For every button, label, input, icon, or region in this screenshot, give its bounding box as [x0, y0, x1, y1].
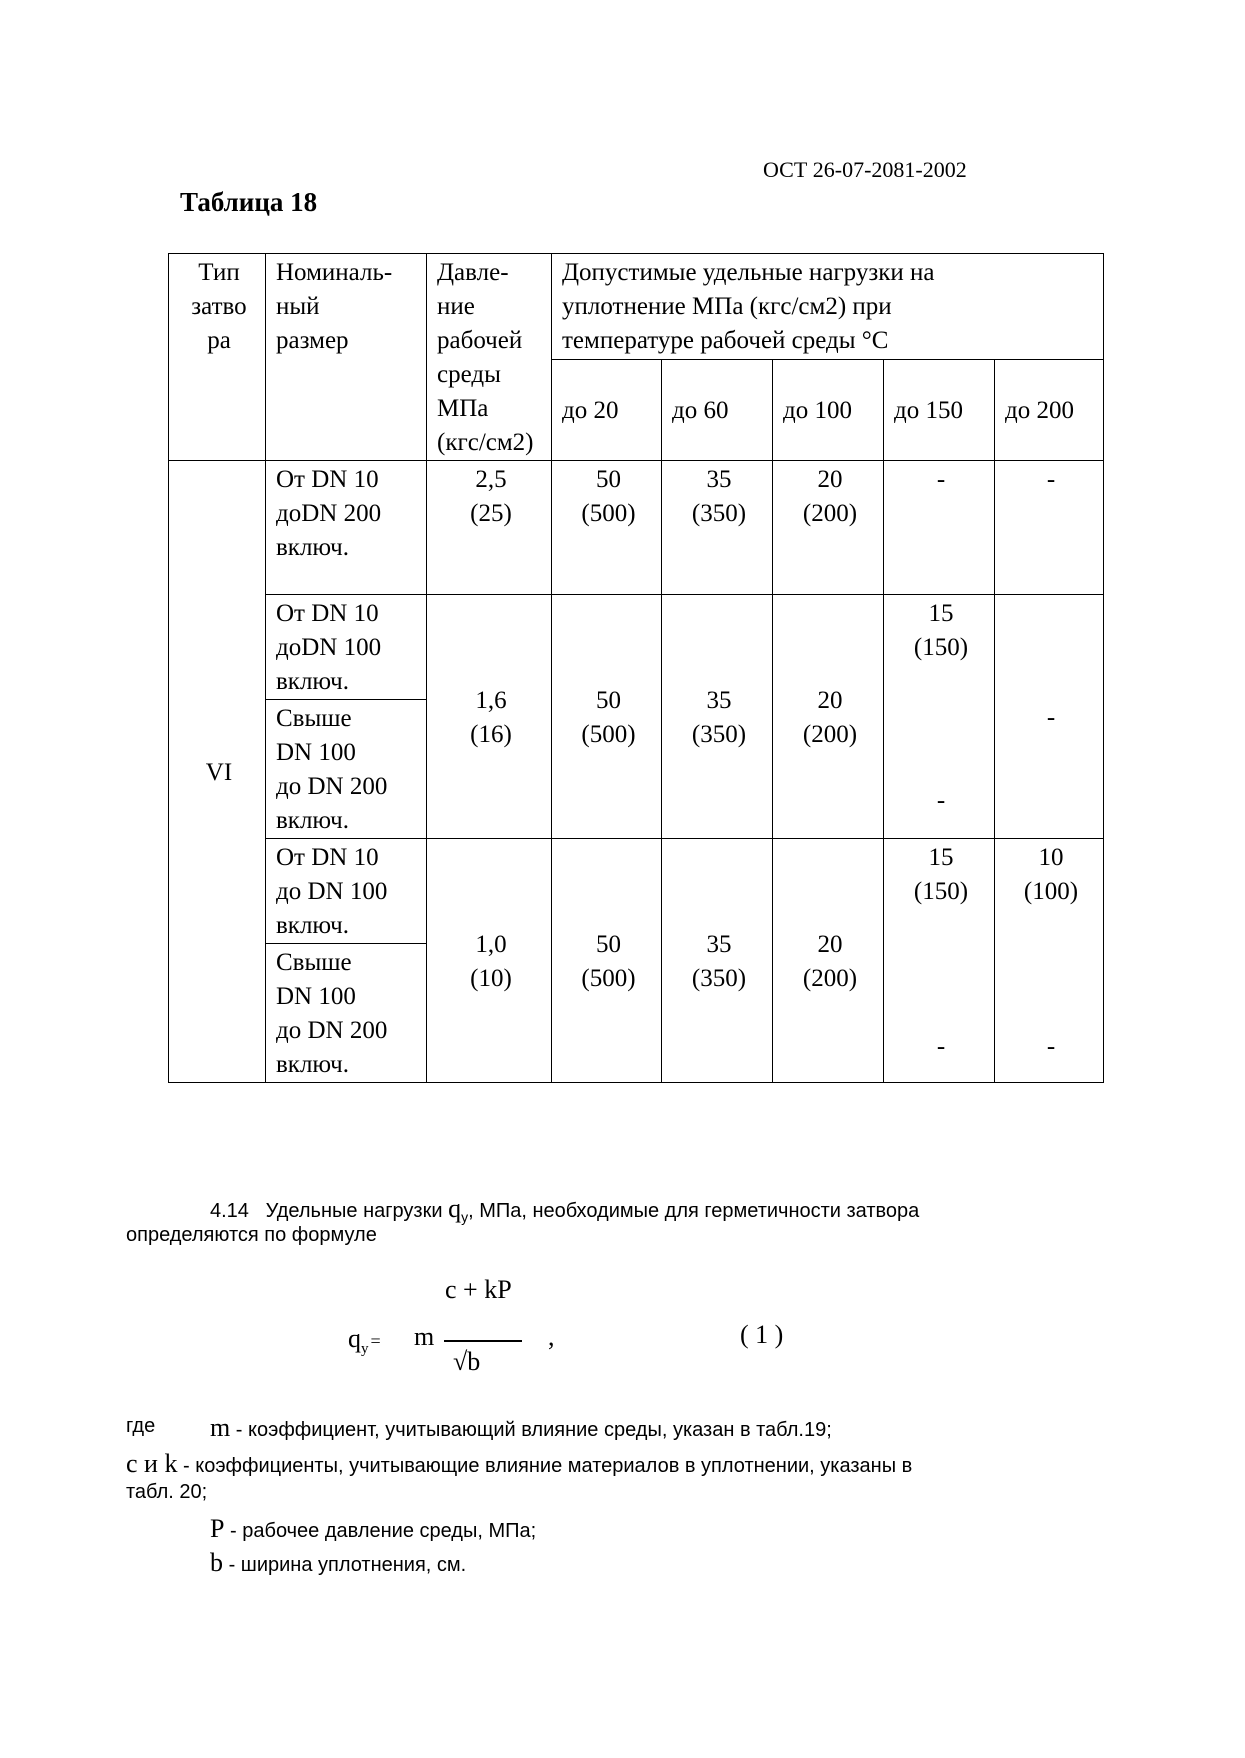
table-row [169, 461, 1104, 595]
type-cell: VI [169, 461, 266, 1083]
legend-symbol: P [210, 1514, 225, 1543]
size-cell: Свыше DN 100 до DN 200 включ. [266, 944, 427, 1083]
header-size: Номиналь- ный размер [266, 254, 427, 461]
paragraph-text: Удельные нагрузки [265, 1200, 443, 1222]
legend-where: где [126, 1415, 156, 1437]
legend-m [210, 1413, 832, 1443]
legend-ck [126, 1449, 912, 1479]
header-temp-20: до 20 [552, 360, 662, 461]
legend-text: - коэффициент, учитывающий влияние среды, указан в табл.19; [235, 1419, 832, 1441]
fraction-bar [444, 1340, 522, 1342]
pressure-cell: 1,0 (10) [427, 839, 552, 1083]
header-temp-60: до 60 [662, 360, 773, 461]
size-cell: От DN 10 доDN 200 включ. [266, 461, 427, 595]
formula-m: m [414, 1322, 435, 1351]
size-cell: От DN 10 доDN 100 включ. [266, 595, 427, 700]
formula-equals: = [370, 1331, 381, 1351]
formula-lhs: q [348, 1324, 361, 1353]
q-subscript: у [461, 1209, 469, 1225]
formula-comma: , [548, 1322, 555, 1351]
size-cell: От DN 10 до DN 100 включ. [266, 839, 427, 944]
value-cell: - [884, 944, 995, 1083]
value-cell: 20 (200) [773, 461, 884, 595]
header-temp-200: до 200 [995, 360, 1104, 461]
paragraph-4-14 [210, 1194, 919, 1225]
legend-text: - коэффициенты, учитывающие влияние материалов в уплотнении, указаны в [183, 1455, 913, 1477]
header-temp-100: до 100 [773, 360, 884, 461]
formula-lhs-subscript: у [361, 1341, 369, 1358]
header-type: Тип затво ра [169, 254, 266, 461]
legend-symbol: b [210, 1548, 223, 1577]
value-cell: 10 (100) [995, 839, 1104, 944]
value-cell: 35 (350) [662, 461, 773, 595]
pressure-cell: 1,6 (16) [427, 595, 552, 839]
value-cell: 15 (150) [884, 839, 995, 944]
value-cell: 50 (500) [552, 595, 662, 839]
header-pressure: Давле- ние рабочей среды МПа (кгс/см2) [427, 254, 552, 461]
formula-numerator: c + kP [445, 1275, 512, 1304]
value-cell: 15 (150) [884, 595, 995, 700]
table-title: Таблица 18 [180, 187, 318, 217]
legend-symbol: c и k [126, 1449, 178, 1478]
pressure-cell: 2,5 (25) [427, 461, 552, 595]
value-cell: 50 (500) [552, 461, 662, 595]
table-row [169, 839, 1104, 944]
legend-ck-line2: табл. 20; [126, 1481, 208, 1503]
load-table [168, 253, 1104, 1083]
document-code: ОСТ 26-07-2081-2002 [763, 157, 967, 182]
formula-denominator: √b [453, 1347, 481, 1376]
paragraph-text: , МПа, необходимые для герметичности затвора [468, 1200, 920, 1222]
legend-b [210, 1548, 466, 1578]
legend-text: - ширина уплотнения, см. [228, 1554, 467, 1576]
table-row [169, 595, 1104, 700]
size-cell: Свыше DN 100 до DN 200 включ. [266, 700, 427, 839]
legend-text: - рабочее давление среды, МПа; [230, 1520, 537, 1542]
value-cell: 50 (500) [552, 839, 662, 1083]
paragraph-number: 4.14 [210, 1200, 249, 1222]
value-cell: - [884, 461, 995, 595]
header-loads: Допустимые удельные нагрузки на уплотнение МПа (кгс/см2) при температуре рабочей среды °С [552, 254, 1104, 360]
value-cell: - [884, 700, 995, 839]
paragraph-text-line2: определяются по формуле [126, 1224, 377, 1246]
value-cell: - [995, 461, 1104, 595]
legend-p [210, 1514, 536, 1544]
value-cell: - [995, 595, 1104, 839]
legend-symbol: m [210, 1413, 231, 1442]
value-cell: 20 (200) [773, 839, 884, 1083]
q-symbol: q [448, 1194, 462, 1223]
value-cell: 20 (200) [773, 595, 884, 839]
value-cell: 35 (350) [662, 595, 773, 839]
header-temp-150: до 150 [884, 360, 995, 461]
value-cell: - [995, 944, 1104, 1083]
formula-number: ( 1 ) [740, 1320, 784, 1349]
value-cell: 35 (350) [662, 839, 773, 1083]
